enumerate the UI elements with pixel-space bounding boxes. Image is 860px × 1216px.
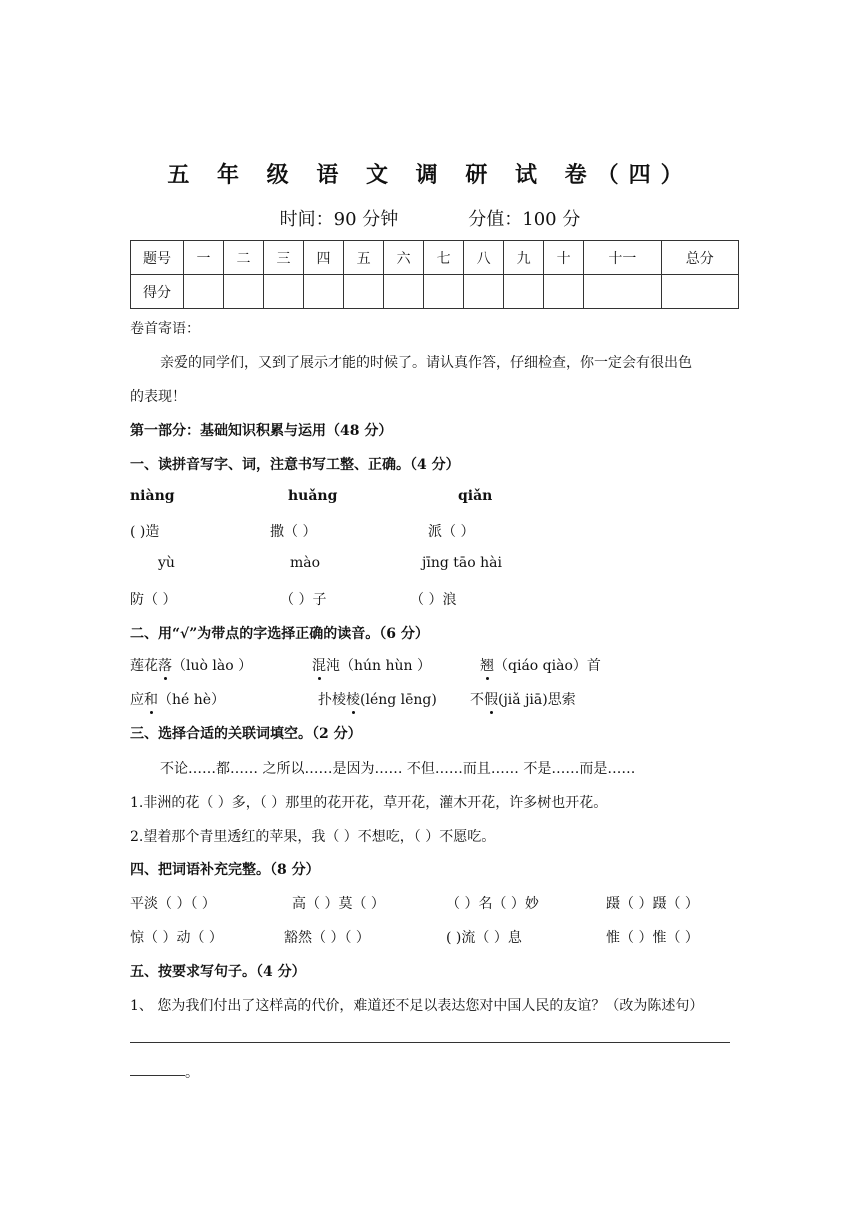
score-input-cell[interactable] — [224, 275, 264, 309]
q2-item[interactable] — [312, 655, 431, 675]
q1-pinyin: yù — [158, 555, 175, 571]
dotted-char: 和 — [144, 689, 158, 709]
q2-item[interactable] — [318, 689, 437, 709]
q2-text: 应 — [130, 692, 144, 708]
q2-text: 扑棱 — [318, 692, 346, 708]
q1-heading: 一、读拼音写字、词，注意书写工整、正确。（4 分） — [130, 457, 460, 473]
dotted-char: 棱 — [346, 689, 360, 709]
page-title: 五 年 级 语 文 调 研 试 卷（四） — [167, 162, 693, 188]
intro-heading: 卷首寄语： — [130, 321, 200, 337]
q2-options: （luò lào ） — [172, 658, 253, 674]
answer-line-short[interactable] — [130, 1075, 185, 1076]
score-input-cell[interactable] — [384, 275, 424, 309]
q4-blank[interactable]: 惟（ ）惟（ ） — [606, 930, 699, 946]
score-cell: 总分 — [661, 241, 738, 275]
score-cell: 十一 — [584, 241, 661, 275]
score-label: 得分 — [131, 275, 184, 309]
q3-options: 不论……都…… 之所以……是因为…… 不但……而且…… 不是……而是…… — [160, 761, 636, 777]
dotted-char: 落 — [158, 655, 172, 675]
q5-sentence-1: 1、 您为我们付出了这样高的代价，难道还不足以表达您对中国人民的友谊？（改为陈述句） — [130, 998, 704, 1014]
q2-options: （hé hè） — [158, 692, 226, 708]
score-cell: 五 — [344, 241, 384, 275]
score-cell: 八 — [464, 241, 504, 275]
score-input-cell[interactable] — [264, 275, 304, 309]
intro-line-1: 亲爱的同学们，又到了展示才能的时候了。请认真作答，仔细检查，你一定会有很出色 — [160, 355, 692, 371]
q1-blank[interactable]: 撒（ ） — [270, 524, 317, 540]
exam-total-score: 分值：100 分 — [468, 209, 581, 230]
part1-heading: 第一部分：基础知识积累与运用（48 分） — [130, 423, 393, 439]
score-cell: 一 — [184, 241, 224, 275]
dotted-char: 混 — [312, 655, 326, 675]
q2-options: （qiáo qiào）首 — [494, 658, 601, 674]
score-cell: 四 — [304, 241, 344, 275]
q2-item[interactable] — [130, 689, 225, 709]
answer-end-mark: 。 — [185, 1065, 199, 1081]
q1-blank[interactable]: ( )造 — [130, 524, 160, 540]
answer-line[interactable] — [130, 1042, 730, 1043]
score-table-header-row — [131, 241, 739, 275]
q1-pinyin: mào — [290, 555, 321, 571]
q4-blank[interactable]: 平淡（ ）（ ） — [130, 896, 216, 912]
score-input-cell[interactable] — [464, 275, 504, 309]
q1-blank[interactable]: （ ）浪 — [410, 592, 457, 608]
score-input-cell[interactable] — [584, 275, 661, 309]
score-input-cell[interactable] — [544, 275, 584, 309]
score-cell: 三 — [264, 241, 304, 275]
q4-blank[interactable]: 惊（ ）动（ ） — [130, 930, 223, 946]
q2-options: (jiǎ jiā)思索 — [498, 692, 576, 708]
q3-heading: 三、选择合适的关联词填空。（2 分） — [130, 726, 362, 742]
q2-item[interactable] — [470, 689, 576, 709]
q2-options: 沌（hún hùn ） — [326, 658, 431, 674]
q4-blank[interactable]: ( )流（ ）息 — [446, 930, 522, 946]
score-cell: 二 — [224, 241, 264, 275]
dotted-char: 假 — [484, 689, 498, 709]
q1-pinyin: huǎng — [288, 488, 338, 504]
score-input-cell[interactable] — [344, 275, 384, 309]
q4-blank[interactable]: （ ）名（ ）妙 — [446, 896, 539, 912]
exam-time: 时间：90 分钟 — [279, 209, 399, 230]
score-cell: 七 — [424, 241, 464, 275]
q2-item[interactable] — [130, 655, 252, 675]
score-cell: 十 — [544, 241, 584, 275]
q3-sentence-1[interactable]: 1.非洲的花（ ）多，（ ）那里的花开花，草开花，灌木开花，许多树也开花。 — [130, 795, 608, 811]
dotted-char: 翘 — [480, 655, 494, 675]
q5-heading: 五、按要求写句子。（4 分） — [130, 964, 306, 980]
q4-blank[interactable]: 蹑（ ）蹑（ ） — [606, 896, 699, 912]
q1-pinyin: jīng tāo hài — [422, 555, 502, 571]
q2-text: 不 — [470, 692, 484, 708]
score-cell: 六 — [384, 241, 424, 275]
score-input-cell[interactable] — [504, 275, 544, 309]
q1-blank[interactable]: （ ）子 — [280, 592, 327, 608]
exam-meta — [0, 205, 860, 231]
q4-blank[interactable]: 豁然（ ）（ ） — [284, 930, 370, 946]
q2-text: 莲花 — [130, 658, 158, 674]
score-input-cell[interactable] — [424, 275, 464, 309]
score-input-cell[interactable] — [304, 275, 344, 309]
q2-heading: 二、用“√”为带点的字选择正确的读音。（6 分） — [130, 626, 429, 642]
q1-pinyin: niàng — [130, 488, 175, 504]
score-input-cell[interactable] — [184, 275, 224, 309]
score-table-score-row — [131, 275, 739, 309]
score-cell: 题号 — [131, 241, 184, 275]
q1-pinyin: qiǎn — [458, 488, 493, 504]
q4-blank[interactable]: 高（ ）莫（ ） — [292, 896, 385, 912]
q1-blank[interactable]: 防（ ） — [130, 592, 177, 608]
score-table — [130, 240, 739, 309]
q3-sentence-2[interactable]: 2.望着那个青里透红的苹果，我（ ）不想吃，（ ）不愿吃。 — [130, 829, 496, 845]
score-input-cell[interactable] — [661, 275, 738, 309]
q4-heading: 四、把词语补充完整。（8 分） — [130, 862, 320, 878]
q2-options: (léng lēng) — [360, 692, 437, 708]
q1-blank[interactable]: 派（ ） — [428, 524, 475, 540]
q2-item[interactable] — [480, 655, 601, 675]
score-cell: 九 — [504, 241, 544, 275]
intro-line-2: 的表现！ — [130, 389, 186, 405]
